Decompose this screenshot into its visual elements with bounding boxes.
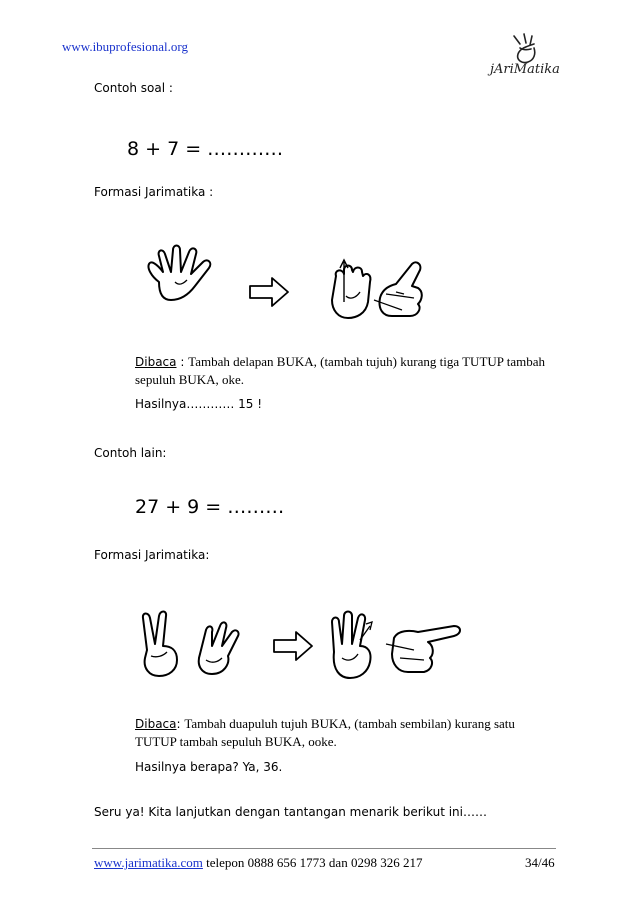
pointing-hand-icon bbox=[384, 618, 464, 676]
example1-label: Contoh soal : bbox=[94, 81, 173, 95]
fist-hand-icon bbox=[326, 256, 374, 322]
three-finger-hand-icon bbox=[190, 620, 242, 680]
footer-url-link[interactable]: www.jarimatika.com bbox=[94, 855, 203, 870]
example2-equation: 27 + 9 = ……… bbox=[135, 496, 285, 518]
header-site-url[interactable]: www.ibuprofesional.org bbox=[62, 39, 189, 54]
example2-formation-label: Formasi Jarimatika: bbox=[94, 548, 210, 562]
example1-read-colon: : bbox=[176, 355, 189, 369]
page-number: 34/46 bbox=[525, 855, 555, 870]
example2-read-line2: TUTUP tambah sepuluh BUKA, ooke. bbox=[135, 734, 337, 749]
example1-read-line1 bbox=[135, 353, 545, 371]
example1-formation-label: Formasi Jarimatika : bbox=[94, 185, 214, 199]
example2-result: Hasilnya berapa? Ya, 36. bbox=[135, 760, 283, 774]
closing-text: Seru ya! Kita lanjutkan dengan tantangan menarik berikut ini…… bbox=[94, 805, 487, 819]
example1-read-label: Dibaca bbox=[135, 355, 177, 369]
footer-contact bbox=[94, 855, 422, 871]
thumbs-up-hand-icon bbox=[372, 258, 430, 322]
arrow-right-icon bbox=[272, 630, 314, 662]
open-hand-icon bbox=[145, 242, 225, 310]
logo-text: jAriMatika bbox=[490, 62, 560, 77]
example2-read-line1 bbox=[135, 715, 515, 733]
four-finger-hand-icon bbox=[326, 610, 376, 682]
example2-read-text-1: Tambah duapuluh tujuh BUKA, (tambah sembilan) kurang satu bbox=[184, 716, 515, 731]
example1-read-line2: sepuluh BUKA, oke. bbox=[135, 372, 245, 387]
example1-equation: 8 + 7 = ………… bbox=[127, 138, 284, 160]
example2-read-colon: : bbox=[176, 717, 185, 731]
peace-hand-icon bbox=[137, 610, 181, 680]
footer-contact-text: telepon 0888 656 1773 dan 0298 326 217 bbox=[202, 855, 423, 870]
arrow-right-icon bbox=[248, 276, 290, 308]
example2-label: Contoh lain: bbox=[94, 446, 167, 460]
example1-result: Hasilnya………… 15 ! bbox=[135, 397, 263, 411]
example2-read-label: Dibaca bbox=[135, 717, 177, 731]
footer-divider bbox=[92, 848, 556, 849]
example1-read-text-1: Tambah delapan BUKA, (tambah tujuh) kurang tiga TUTUP tambah bbox=[188, 354, 546, 369]
